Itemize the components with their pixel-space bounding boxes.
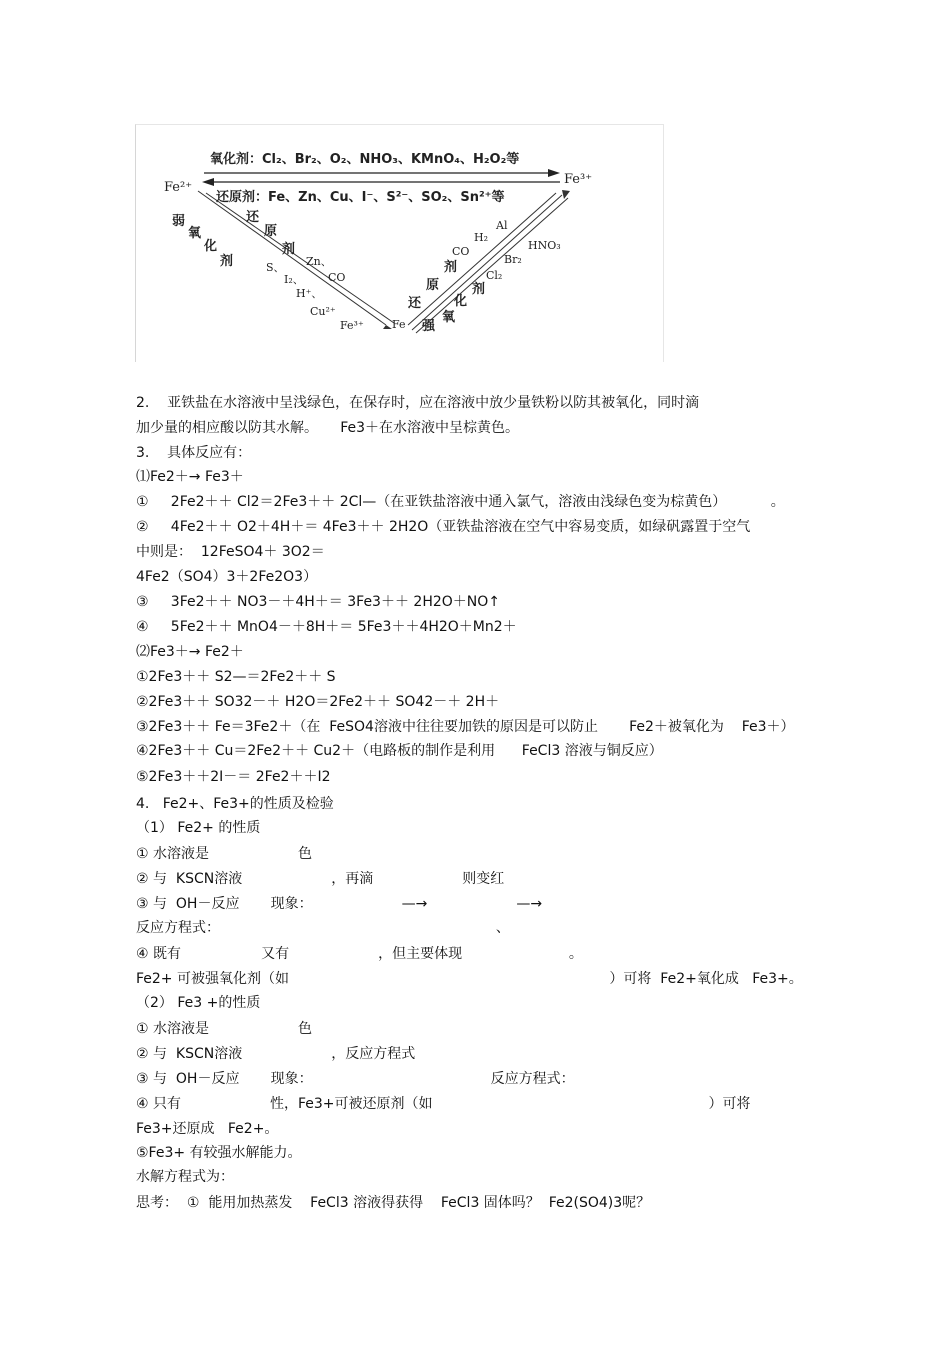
text-line: ③2Fe3＋＋ Fe＝3Fe2＋（在 FeSO4溶液中往往要加铁的原因是可以防止 Fe2＋被氧化为 Fe3＋） — [136, 719, 795, 735]
text-line: ② 与 KSCN溶液 ，反应方程式 — [136, 1046, 416, 1062]
right-outer-3: 剂 — [444, 260, 458, 275]
left-outer-2: 氧 — [188, 226, 202, 241]
left-inner-2: 原 — [264, 224, 278, 239]
left-outer-4: 剂 — [220, 254, 234, 269]
text-line: ① 水溶液是 色 — [136, 1021, 313, 1037]
fe-conversion-diagram — [135, 124, 664, 362]
right-species-cl2: Cl₂ — [486, 269, 503, 282]
fe2-label: Fe²⁺ — [164, 180, 193, 195]
text-line: ①2Fe3＋＋ S2—＝2Fe2＋＋ S — [136, 669, 336, 685]
text-line: Fe2+ 可被强氧化剂（如 ）可将 Fe2+氧化成 Fe3+。 — [136, 971, 803, 987]
reductant-arrowhead — [202, 178, 214, 186]
right-species-co: CO — [452, 245, 470, 258]
left-species-s: S、 — [266, 261, 285, 274]
right-species-h2: H₂ — [474, 231, 489, 244]
right-inner-4: 强 — [422, 319, 436, 334]
text-line: ④2Fe3＋＋ Cu＝2Fe2＋＋ Cu2＋（电路板的制作是利用 FeCl3 溶液与铜反应） — [136, 743, 663, 759]
text-line: ④ 既有 又有 ，但主要体现 。 — [136, 946, 583, 962]
right-species-al: Al — [496, 219, 508, 232]
left-inner-1: 还 — [246, 210, 260, 225]
text-line: ② 4Fe2＋＋ O2＋4H＋＝ 4Fe3＋＋ 2H2O（亚铁盐溶液在空气中容易变质，如绿矾露置于空气 — [136, 519, 751, 535]
text-line: 水解方程式为： — [136, 1169, 234, 1185]
text-line: ③ 与 OH－反应 现象： —→ —→ — [136, 896, 543, 912]
text-line: ③ 与 OH－反应 现象： 反应方程式： — [136, 1071, 575, 1087]
left-outer-3: 化 — [204, 239, 218, 254]
fe3-label: Fe³⁺ — [564, 172, 593, 187]
left-species-zn: Zn、 — [306, 255, 332, 268]
right-outer-2: 原 — [426, 278, 440, 293]
text-line: ⑤Fe3+ 有较强水解能力。 — [136, 1145, 302, 1161]
text-line: ⑴Fe2＋→ Fe3＋ — [136, 469, 244, 485]
section-heading: 4. Fe2+、Fe3+的性质及检验 — [136, 796, 334, 812]
text-line: ⑵Fe3＋→ Fe2＋ — [136, 644, 244, 660]
text-line: ④ 5Fe2＋＋ MnO4－＋8H＋＝ 5Fe3＋＋4H2O＋Mn2＋ — [136, 619, 517, 635]
left-species-h: H⁺、 — [296, 287, 323, 300]
right-species-br2: Br₂ — [504, 253, 522, 266]
left-species-i2: I₂、 — [284, 273, 304, 286]
left-outer-1: 弱 — [172, 214, 186, 229]
subsection-heading: （1） Fe2+ 的性质 — [136, 820, 261, 836]
text-line: 思考： ① 能用加热蒸发 FeCl3 溶液得获得 FeCl3 固体吗？ Fe2(SO4)3呢？ — [136, 1195, 651, 1211]
right-diag-1 — [408, 193, 556, 325]
right-diag-2 — [412, 195, 562, 330]
oxidant-arrowhead — [548, 169, 560, 177]
right-inner-2: 剂 — [472, 282, 486, 297]
text-line: ① 水溶液是 色 — [136, 846, 313, 862]
text-line: ⑤2Fe3＋＋2I－＝ 2Fe2＋＋I2 — [136, 769, 331, 785]
left-diag-2 — [206, 193, 394, 323]
fe-bottom-label: Fe — [392, 318, 406, 331]
oxidant-label: 氧化剂：Cl₂、Br₂、O₂、NHO₃、KMnO₄、H₂O₂等 — [210, 152, 520, 167]
text-line: 反应方程式： 、 — [136, 920, 510, 936]
left-inner-3: 剂 — [282, 242, 296, 257]
text-line: 3. 具体反应有： — [136, 445, 252, 461]
left-species-cu: Cu²⁺ — [310, 305, 336, 318]
text-line: ③ 3Fe2＋＋ NO3－＋4H＋＝ 3Fe3＋＋ 2H2O＋NO↑ — [136, 594, 500, 610]
iron-triangle-svg — [136, 125, 663, 362]
left-species-co: CO — [328, 271, 346, 284]
text-line: 加少量的相应酸以防其水解。 Fe3＋在水溶液中呈棕黄色。 — [136, 420, 520, 436]
right-diag-3 — [416, 198, 568, 333]
right-inner-1: 化 — [454, 294, 468, 309]
subsection-heading: （2） Fe3 +的性质 — [136, 995, 261, 1011]
text-line: Fe3+还原成 Fe2+。 — [136, 1121, 279, 1137]
right-outer-1: 还 — [408, 296, 422, 311]
text-line: ② 与 KSCN溶液 ，再滴 则变红 — [136, 871, 505, 887]
text-line: ① 2Fe2＋＋ Cl2＝2Fe3＋＋ 2Cl—（在亚铁盐溶液中通入氯气，溶液由浅绿色变为棕黄色） 。 — [136, 494, 785, 510]
reductant-label: 还原剂：Fe、Zn、Cu、I⁻、S²⁻、SO₂、Sn²⁺等 — [216, 190, 505, 205]
text-line: 中则是： 12FeSO4＋ 3O2＝ — [136, 544, 325, 560]
text-line: ②2Fe3＋＋ SO32－＋ H2O＝2Fe2＋＋ SO42－＋ 2H＋ — [136, 694, 500, 710]
text-line: ④ 只有 性，Fe3+可被还原剂（如 ）可将 — [136, 1096, 751, 1112]
text-line: 2. 亚铁盐在水溶液中呈浅绿色，在保存时，应在溶液中放少量铁粉以防其被氧化，同时滴 — [136, 395, 700, 411]
fe3-bottom-label: Fe³⁺ — [340, 319, 364, 332]
text-line: 4Fe2（SO4）3＋2Fe2O3） — [136, 569, 318, 585]
right-species-hno3: HNO₃ — [528, 239, 561, 252]
right-inner-3: 氧 — [442, 310, 456, 325]
